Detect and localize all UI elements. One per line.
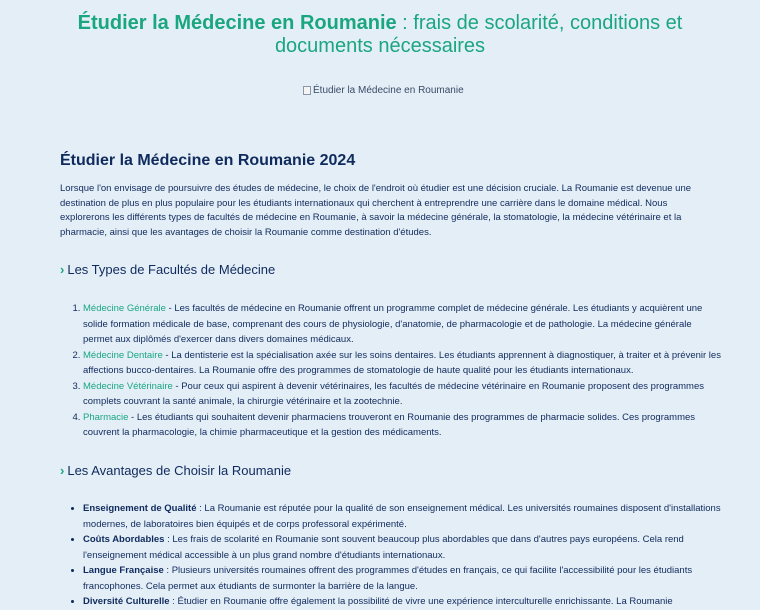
article-title: Étudier la Médecine en Roumanie 2024 <box>60 152 356 169</box>
section-heading-advantages <box>60 463 291 478</box>
list-item-text: : Étudier en Roumanie offre également la possibilité de vivre une expérience interculturelle enrichissante. La Roumanie <box>169 596 673 607</box>
chevron-right-icon: › <box>60 463 65 478</box>
list-item-text: : Plusieurs universités roumaines offrent des programmes d'études en français, ce qui facilite l'accessibilité pour les étudiants francophones. Cela permet aux étudiants de surmonter la barrière de la langue. <box>83 565 693 592</box>
article-intro: Lorsque l'on envisage de poursuivre des études de médecine, le choix de l'endroit où étudier est une décision cruciale. La Roumanie est devenue une destination de plus en plus populaire pour les étudiants internationaux qui cherchent à entreprendre une carrière dans le domaine médical. Nous explorerons les différents types de facultés de médecine en Roumanie, à savoir la médecine générale, la stomatologie, la médecine vétérinaire et la pharmacie, ainsi que les avantages de choisir la Roumanie comme destination d'études. <box>60 183 692 238</box>
list-item <box>83 410 723 441</box>
link-pharmacie[interactable]: Pharmacie <box>83 411 129 423</box>
hero-image-alt-text: Étudier la Médecine en Roumanie <box>313 85 464 96</box>
section-heading-types <box>60 262 275 277</box>
link-medecine-dentaire[interactable]: Médecine Dentaire <box>83 349 163 361</box>
list-item-label: Diversité Culturelle <box>83 596 170 607</box>
hero-title-rest: : frais de scolarité, conditions et documents nécessaires <box>274 12 683 57</box>
list-item-text: - Pour ceux qui aspirent à devenir vétérinaires, les facultés de médecine vétérinaire en Roumanie proposent des programmes complets couvrant la santé animale, la chirurgie vétérinaire et la zootechnie. <box>83 380 705 407</box>
advantages-list <box>60 501 723 610</box>
hero-title <box>40 12 720 58</box>
list-item-text: : La Roumanie est réputée pour la qualité de son enseignement médical. Les universités roumaines disposent d'installations modernes, de laboratoires bien équipés et de corps professoral expérimenté. <box>83 503 721 530</box>
faculty-types-list <box>60 301 723 441</box>
section-heading-types-text: Les Types de Facultés de Médecine <box>67 262 276 277</box>
list-item <box>83 301 723 348</box>
list-item <box>83 594 723 610</box>
section-heading-advantages-text: Les Avantages de Choisir la Roumanie <box>67 463 292 478</box>
list-item-text: : Les frais de scolarité en Roumanie sont souvent beaucoup plus abordables que dans d'autres pays européens. Cela rend l'enseignement médical accessible à un plus grand nombre d'étudiants internationaux. <box>83 534 684 561</box>
hero-title-bold: Étudier la Médecine en Roumanie <box>77 12 397 34</box>
list-item-text: - Les étudiants qui souhaitent devenir pharmaciens trouveront en Roumanie des programmes de pharmacie solides. Ces programmes couvrent la pharmacologie, la chimie pharmaceutique et la gestion des médicaments. <box>83 411 696 438</box>
broken-image-icon <box>303 86 311 95</box>
link-medecine-generale[interactable]: Médecine Générale <box>83 303 166 314</box>
list-item-label: Enseignement de Qualité <box>83 503 197 514</box>
list-item-text: - La dentisterie est la spécialisation axée sur les soins dentaires. Les étudiants apprennent à diagnostiquer, à traiter et à prévenir les affections bucco-dentaires. La Roumanie offre des programmes de stomatologie de haute qualité pour les étudiants internationaux. <box>83 349 721 376</box>
list-item-label: Coûts Abordables <box>83 534 165 545</box>
list-item <box>83 379 723 410</box>
list-item <box>83 348 723 379</box>
list-item <box>83 563 723 594</box>
list-item <box>83 532 723 563</box>
list-item <box>83 501 723 532</box>
list-item-text: - Les facultés de médecine en Roumanie offrent un programme complet de médecine générale. Les étudiants y acquièrent une solide formation médicale de base, comprenant des cours de physiologie, d'anatomie, de pharmacologie et de pathologie. La médecine générale permet aux diplômés d'exercer dans divers domaines médicaux. <box>83 303 703 345</box>
list-item-label: Langue Française <box>83 565 164 576</box>
chevron-right-icon: › <box>60 262 65 277</box>
link-medecine-veterinaire[interactable]: Médecine Vétérinaire <box>83 380 173 392</box>
hero-image-broken <box>303 85 464 96</box>
